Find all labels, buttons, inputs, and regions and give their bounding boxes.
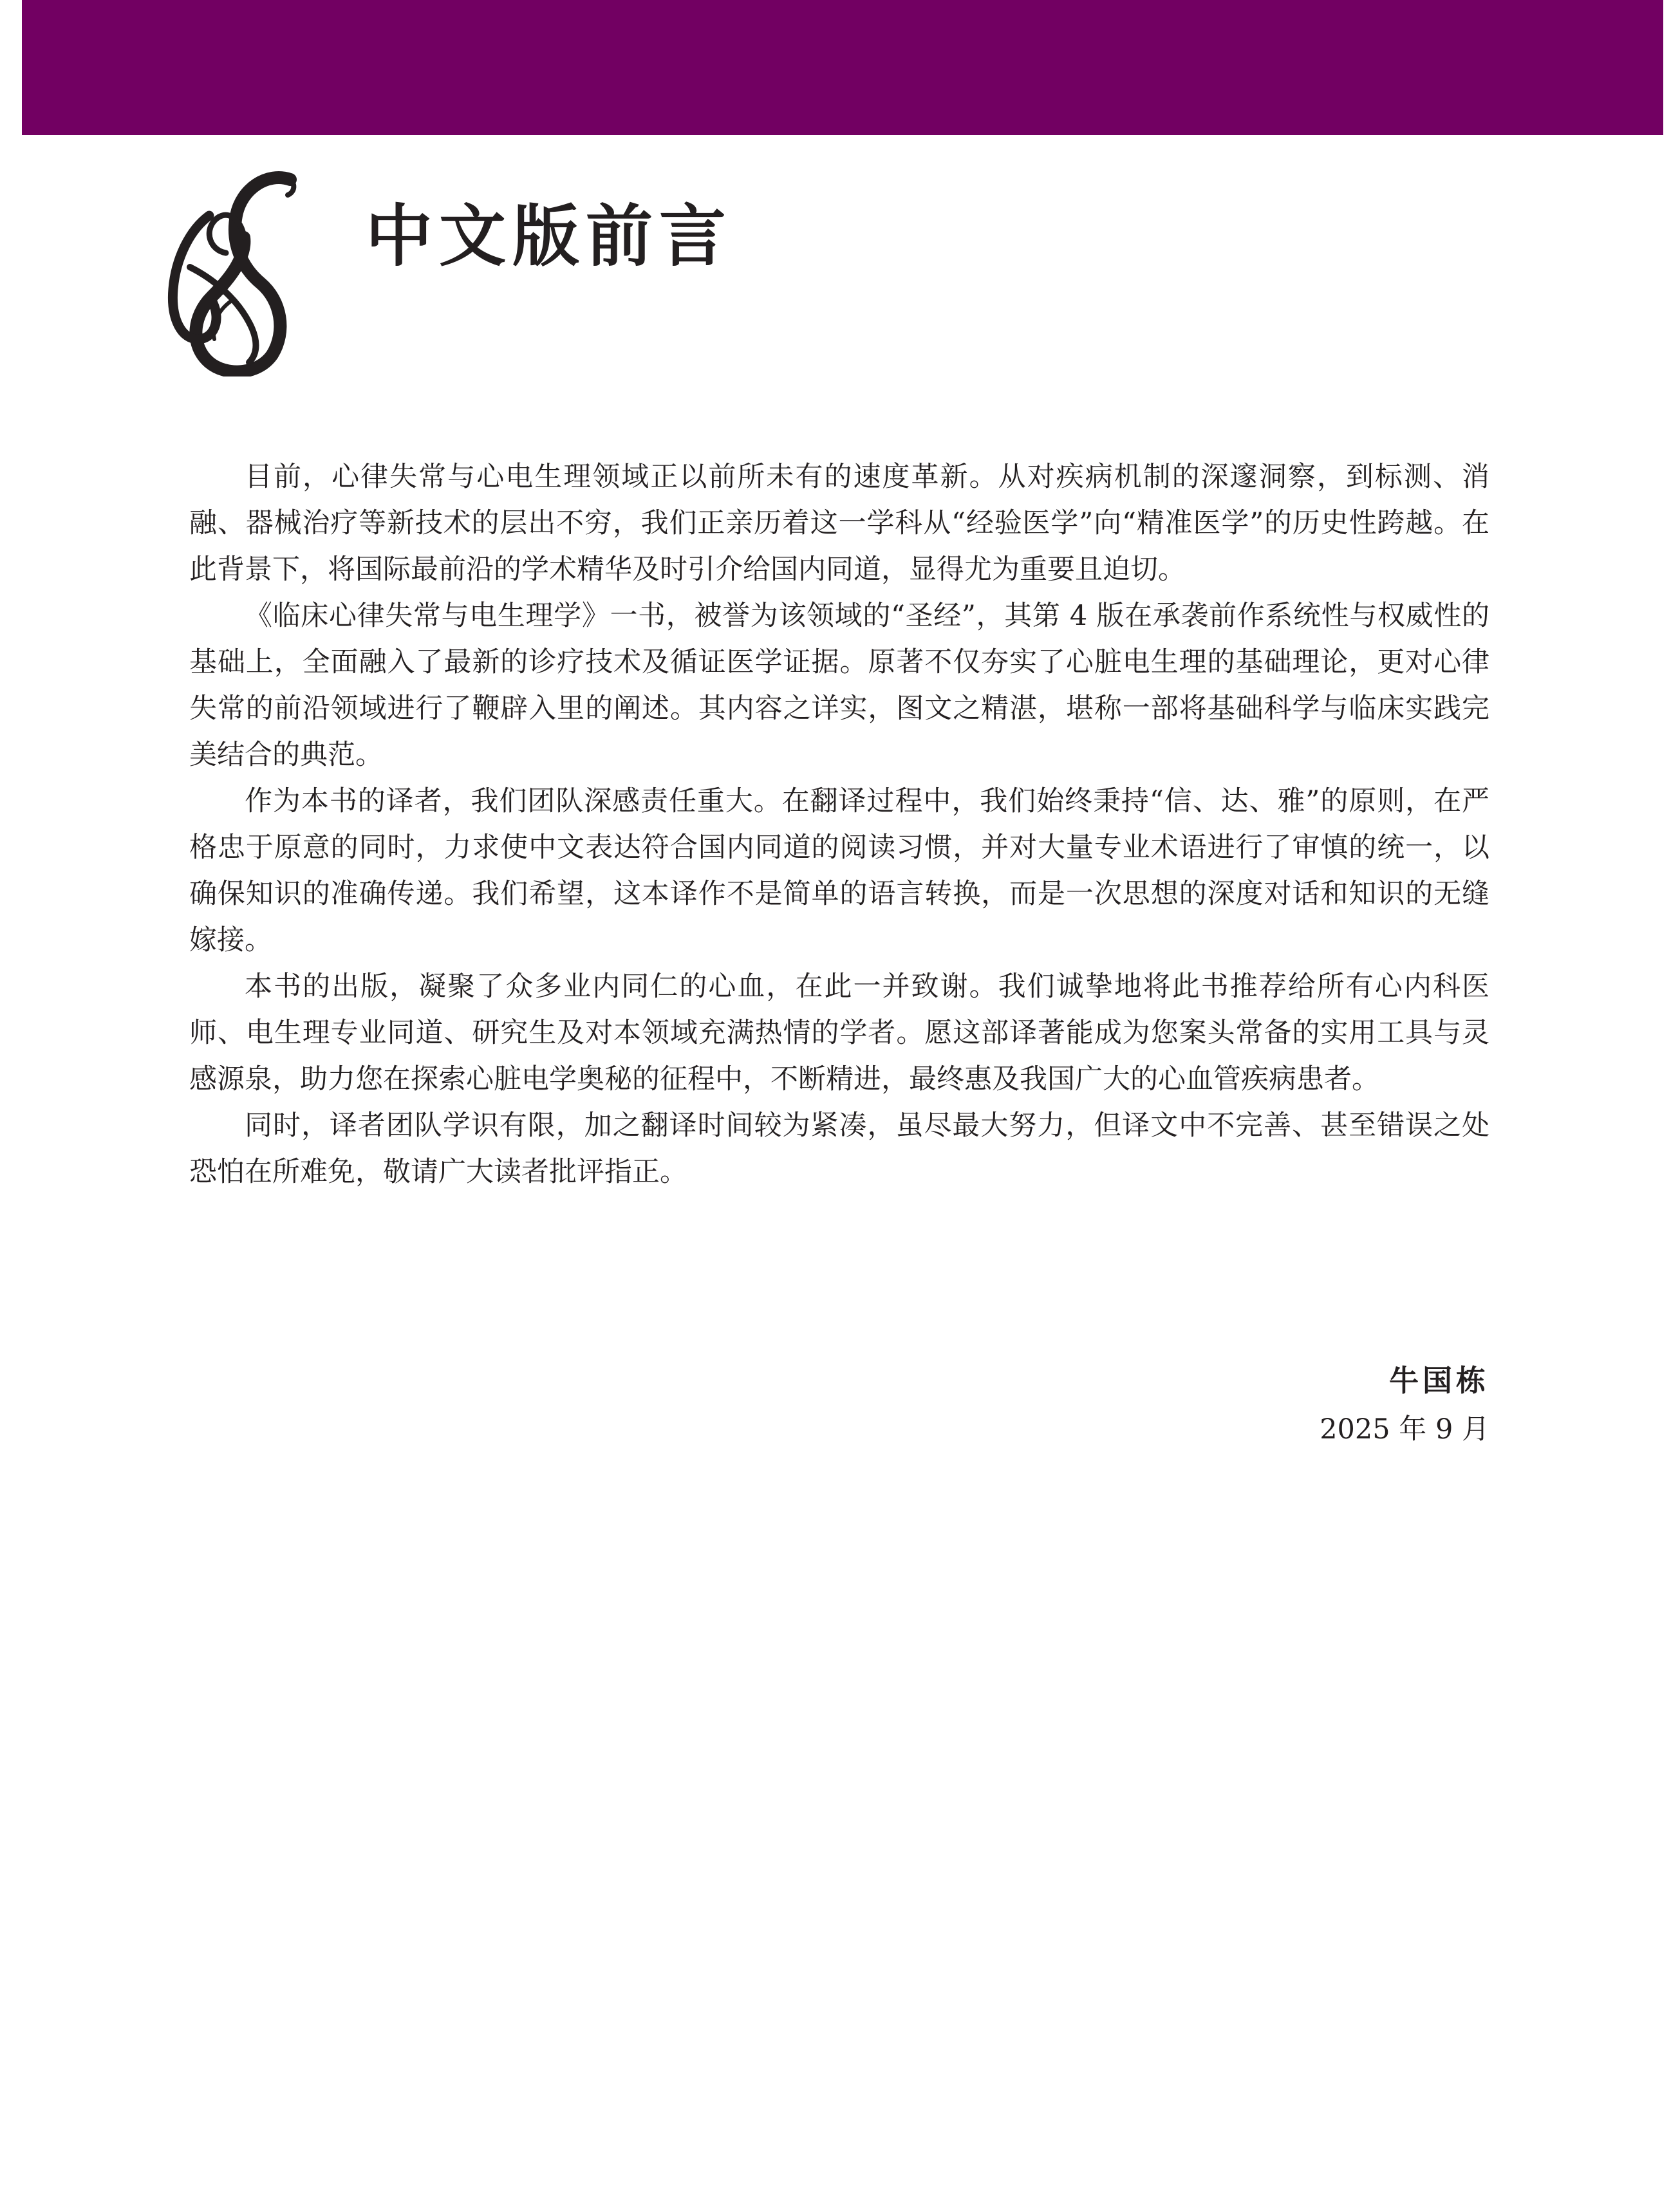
paragraph: 目前，心律失常与心电生理领域正以前所未有的速度革新。从对疾病机制的深邃洞察，到标测、消融、器械治疗等新技术的层出不穷，我们正亲历着这一学科从“经验医学”向“精准医学”的历史性跨越。在此背景下，将国际最前沿的学术精华及时引介给国内同道，显得尤为重要且迫切。 (189, 461, 1489, 586)
signature-block (1320, 1355, 1489, 1453)
paragraph: 本书的出版，凝聚了众多业内同仁的心血，在此一并致谢。我们诚挚地将此书推荐给所有心内科医师、电生理专业同道、研究生及对本领域充满热情的学者。愿这部译著能成为您案头常备的实用工具与灵感源泉，助力您在探索心脏电学奥秘的征程中，不断精进，最终惠及我国广大的心血管疾病患者。 (189, 971, 1489, 1095)
signature-date: 2025 年 9 月 (1320, 1413, 1489, 1445)
paragraph: 作为本书的译者，我们团队深感责任重大。在翻译过程中，我们始终秉持“信、达、雅”的原则，在严格忠于原意的同时，力求使中文表达符合国内同道的阅读习惯，并对大量专业术语进行了审慎的统一，以确保知识的准确传递。我们希望，这本译作不是简单的语言转换，而是一次思想的深度对话和知识的无缝嫁接。 (189, 785, 1489, 956)
paragraph: 《临床心律失常与电生理学》一书，被誉为该领域的“圣经”，其第 4 版在承袭前作系统性与权威性的基础上，全面融入了最新的诊疗技术及循证医学证据。原著不仅夯实了心脏电生理的基础理论，更对心律失常的前沿领域进行了鞭辟入里的阐述。其内容之详实，图文之精湛，堪称一部将基础科学与临床实践完美结合的典范。 (189, 600, 1489, 771)
author-name: 牛国栋 (1389, 1363, 1489, 1398)
page-title: 中文版前言 (366, 197, 733, 275)
calligraphic-flourish-icon (164, 171, 303, 376)
preface-body (189, 454, 1489, 1195)
paragraph: 同时，译者团队学识有限，加之翻译时间较为紧凑，虽尽最大努力，但译文中不完善、甚至错误之处恐怕在所难免，敬请广大读者批评指正。 (189, 1110, 1489, 1188)
header-color-band (22, 0, 1663, 135)
